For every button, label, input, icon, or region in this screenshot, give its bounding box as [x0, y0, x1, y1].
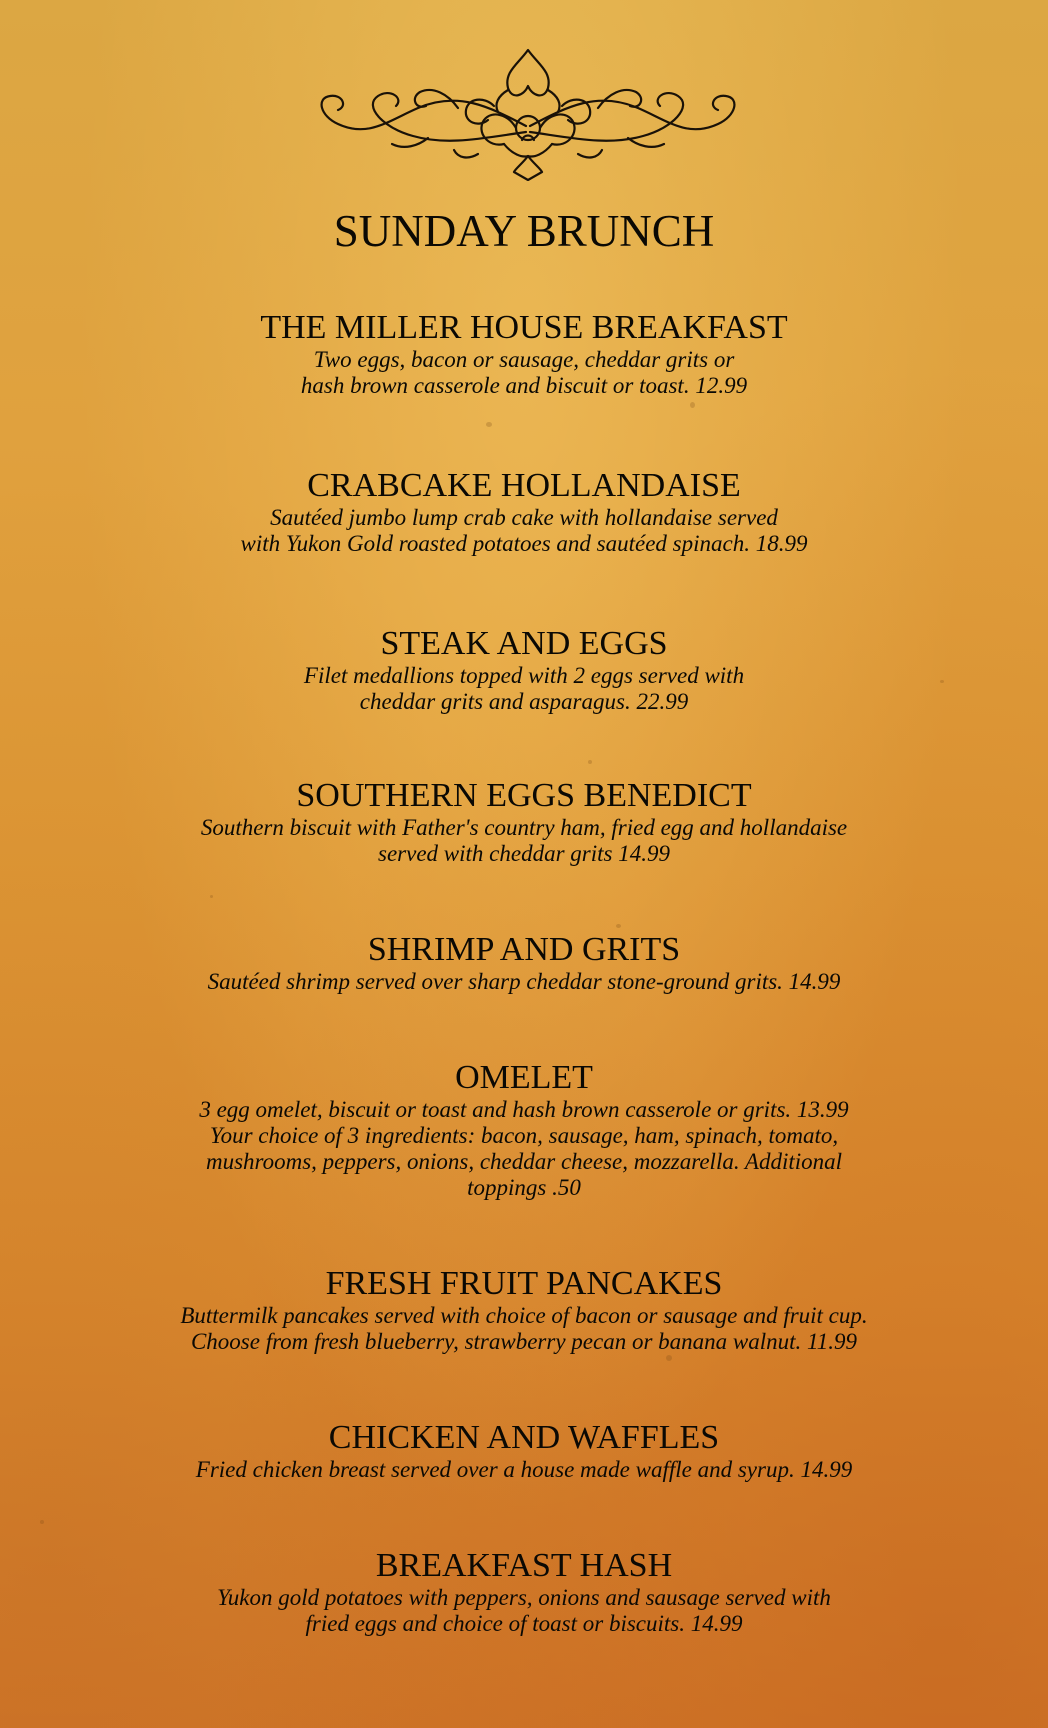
menu-item [0, 1059, 1048, 1201]
menu-item [0, 1419, 1048, 1483]
menu-item-description: Two eggs, bacon or sausage, cheddar grits or [313, 347, 735, 372]
menu-item-description: toppings .50 [467, 1175, 581, 1200]
menu-item-name: SHRIMP AND GRITS [367, 931, 681, 968]
menu-item-description: mushrooms, peppers, onions, cheddar cheese, mozzarella. Additional [205, 1149, 843, 1174]
menu-item [0, 1547, 1048, 1637]
menu-item [0, 1265, 1048, 1355]
menu-item-description: with Yukon Gold roasted potatoes and sautéed spinach. 18.99 [240, 531, 808, 556]
menu-item-description: 3 egg omelet, biscuit or toast and hash brown casserole or grits. 13.99 [199, 1097, 849, 1122]
menu-item-description: Choose from fresh blueberry, strawberry pecan or banana walnut. 11.99 [190, 1329, 858, 1354]
menu-item-description: Sautéed shrimp served over sharp cheddar stone-ground grits. 14.99 [207, 969, 841, 994]
menu-item-name: THE MILLER HOUSE BREAKFAST [260, 309, 788, 346]
menu-item-name: SOUTHERN EGGS BENEDICT [296, 777, 752, 814]
menu-item [0, 309, 1048, 399]
menu-item [0, 467, 1048, 557]
menu-item-name: CHICKEN AND WAFFLES [328, 1419, 720, 1456]
menu-item-name: BREAKFAST HASH [375, 1547, 673, 1584]
menu-item [0, 777, 1048, 867]
menu-item-name: FRESH FRUIT PANCAKES [325, 1265, 723, 1302]
menu-item-description: Filet medallions topped with 2 eggs served with [303, 663, 745, 688]
menu-item [0, 931, 1048, 995]
menu-item-description: Sautéed jumbo lump crab cake with hollandaise served [270, 505, 778, 530]
menu-item-description: cheddar grits and asparagus. 22.99 [359, 689, 689, 714]
floral-ornament-icon [308, 46, 748, 181]
menu-item-name: STEAK AND EGGS [380, 625, 668, 662]
menu-title: SUNDAY BRUNCH [333, 206, 715, 256]
menu-item-description: Your choice of 3 ingredients: bacon, sausage, ham, spinach, tomato, [209, 1123, 839, 1148]
menu-item-description: served with cheddar grits 14.99 [378, 841, 670, 866]
menu-item-description: Southern biscuit with Father's country ham, fried egg and hollandaise [200, 815, 848, 840]
menu-item-name: OMELET [455, 1059, 593, 1096]
menu-item-name: CRABCAKE HOLLANDAISE [307, 467, 741, 504]
menu-item-description: fried eggs and choice of toast or biscuits. 14.99 [305, 1611, 743, 1636]
menu-item-description: hash brown casserole and biscuit or toast. 12.99 [300, 373, 748, 398]
menu-item-description: Yukon gold potatoes with peppers, onions and sausage served with [217, 1585, 831, 1610]
menu-item-description: Fried chicken breast served over a house made waffle and syrup. 14.99 [195, 1457, 853, 1482]
menu-item-description: Buttermilk pancakes served with choice of bacon or sausage and fruit cup. [180, 1303, 868, 1328]
menu-item [0, 625, 1048, 715]
